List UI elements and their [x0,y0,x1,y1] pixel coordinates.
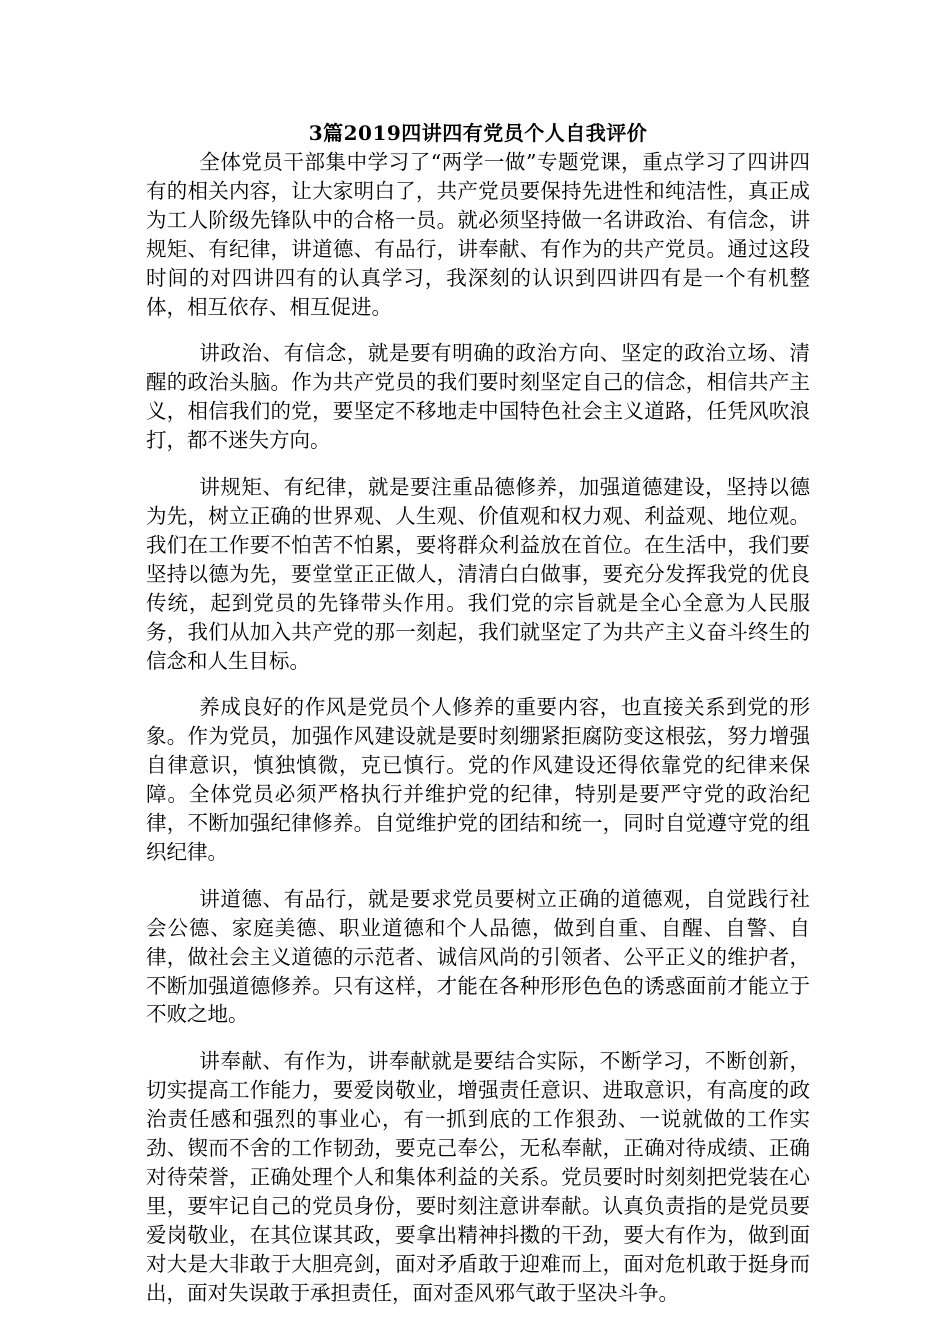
paragraph-work-style: 养成良好的作风是党员个人修养的重要内容，也直接关系到党的形象。作为党员，加强作风建设就是要时刻绷紧拒腐防变这根弦，努力增强自律意识，慎独慎微，克已慎行。党的作风建设还得依靠党的纪律来保障。全体党员必须严格执行并维护党的纪律，特别是要严守党的政治纪律，不断加强纪律修养。自觉维护党的团结和统一，同时自觉遵守党的组织纪律。 [146,695,810,864]
paragraph-rules-discipline: 讲规矩、有纪律，就是要注重品德修养，加强道德建设，坚持以德为先，树立正确的世界观、人生观、价值观和权力观、利益观、地位观。我们在工作要不怕苦不怕累，要将群众利益放在首位。在生活中，我们要坚持以德为先，要堂堂正正做人，清清白白做事，要充分发挥我党的优良传统，起到党员的先锋带头作用。我们党的宗旨就是全心全意为人民服务，我们从加入共产党的那一刻起，我们就坚定了为共产主义奋斗终生的信念和人生目标。 [146,475,810,673]
paragraph-intro: 全体党员干部集中学习了“两学一做”专题党课，重点学习了四讲四有的相关内容，让大家明白了，共产党员要保持先进性和纯洁性，真正成为工人阶级先锋队中的合格一员。就必须坚持做一名讲政治、有信念，讲规矩、有纪律，讲道德、有品行，讲奉献、有作为的共产党员。通过这段时间的对四讲四有的认真学习，我深刻的认识到四讲四有是一个有机整体，相互依存、相互促进。 [146,150,810,319]
paragraph-dedication-action: 讲奉献、有作为，讲奉献就是要结合实际，不断学习，不断创新，切实提高工作能力，要爱岗敬业，增强责任意识、进取意识，有高度的政治责任感和强烈的事业心，有一抓到底的工作狠劲、一说就做的工作实劲、锲而不舍的工作韧劲，要克己奉公，无私奉献，正确对待成绩、正确对待荣誉，正确处理个人和集体利益的关系。党员要时时刻刻把党装在心里，要牢记自己的党员身份，要时刻注意讲奉献。认真负责指的是党员要爱岗敬业，在其位谋其政，要拿出精神抖擞的干劲，要大有作为，做到面对大是大非敢于大胆亮剑，面对矛盾敢于迎难而上，面对危机敢于挺身而出，面对失误敢于承担责任，面对歪风邪气敢于坚决斗争。 [146,1049,810,1305]
paragraph-politics-belief: 讲政治、有信念，就是要有明确的政治方向、坚定的政治立场、清醒的政治头脑。作为共产党员的我们要时刻坚定自己的信念，相信共产主义，相信我们的党，要坚定不移地走中国特色社会主义道路，任凭风吹浪打，都不迷失方向。 [146,341,810,453]
document-title: 3篇2019四讲四有党员个人自我评价 [308,121,648,145]
document-page [146,118,810,1308]
paragraph-morality-conduct: 讲道德、有品行，就是要求党员要树立正确的道德观，自觉践行社会公德、家庭美德、职业道德和个人品德，做到自重、自醒、自警、自律，做社会主义道德的示范者、诚信风尚的引领者、公平正义的维护者，不断加强道德修养。只有这样，才能在各种形形色色的诱惑面前才能立于不败之地。 [146,886,810,1027]
